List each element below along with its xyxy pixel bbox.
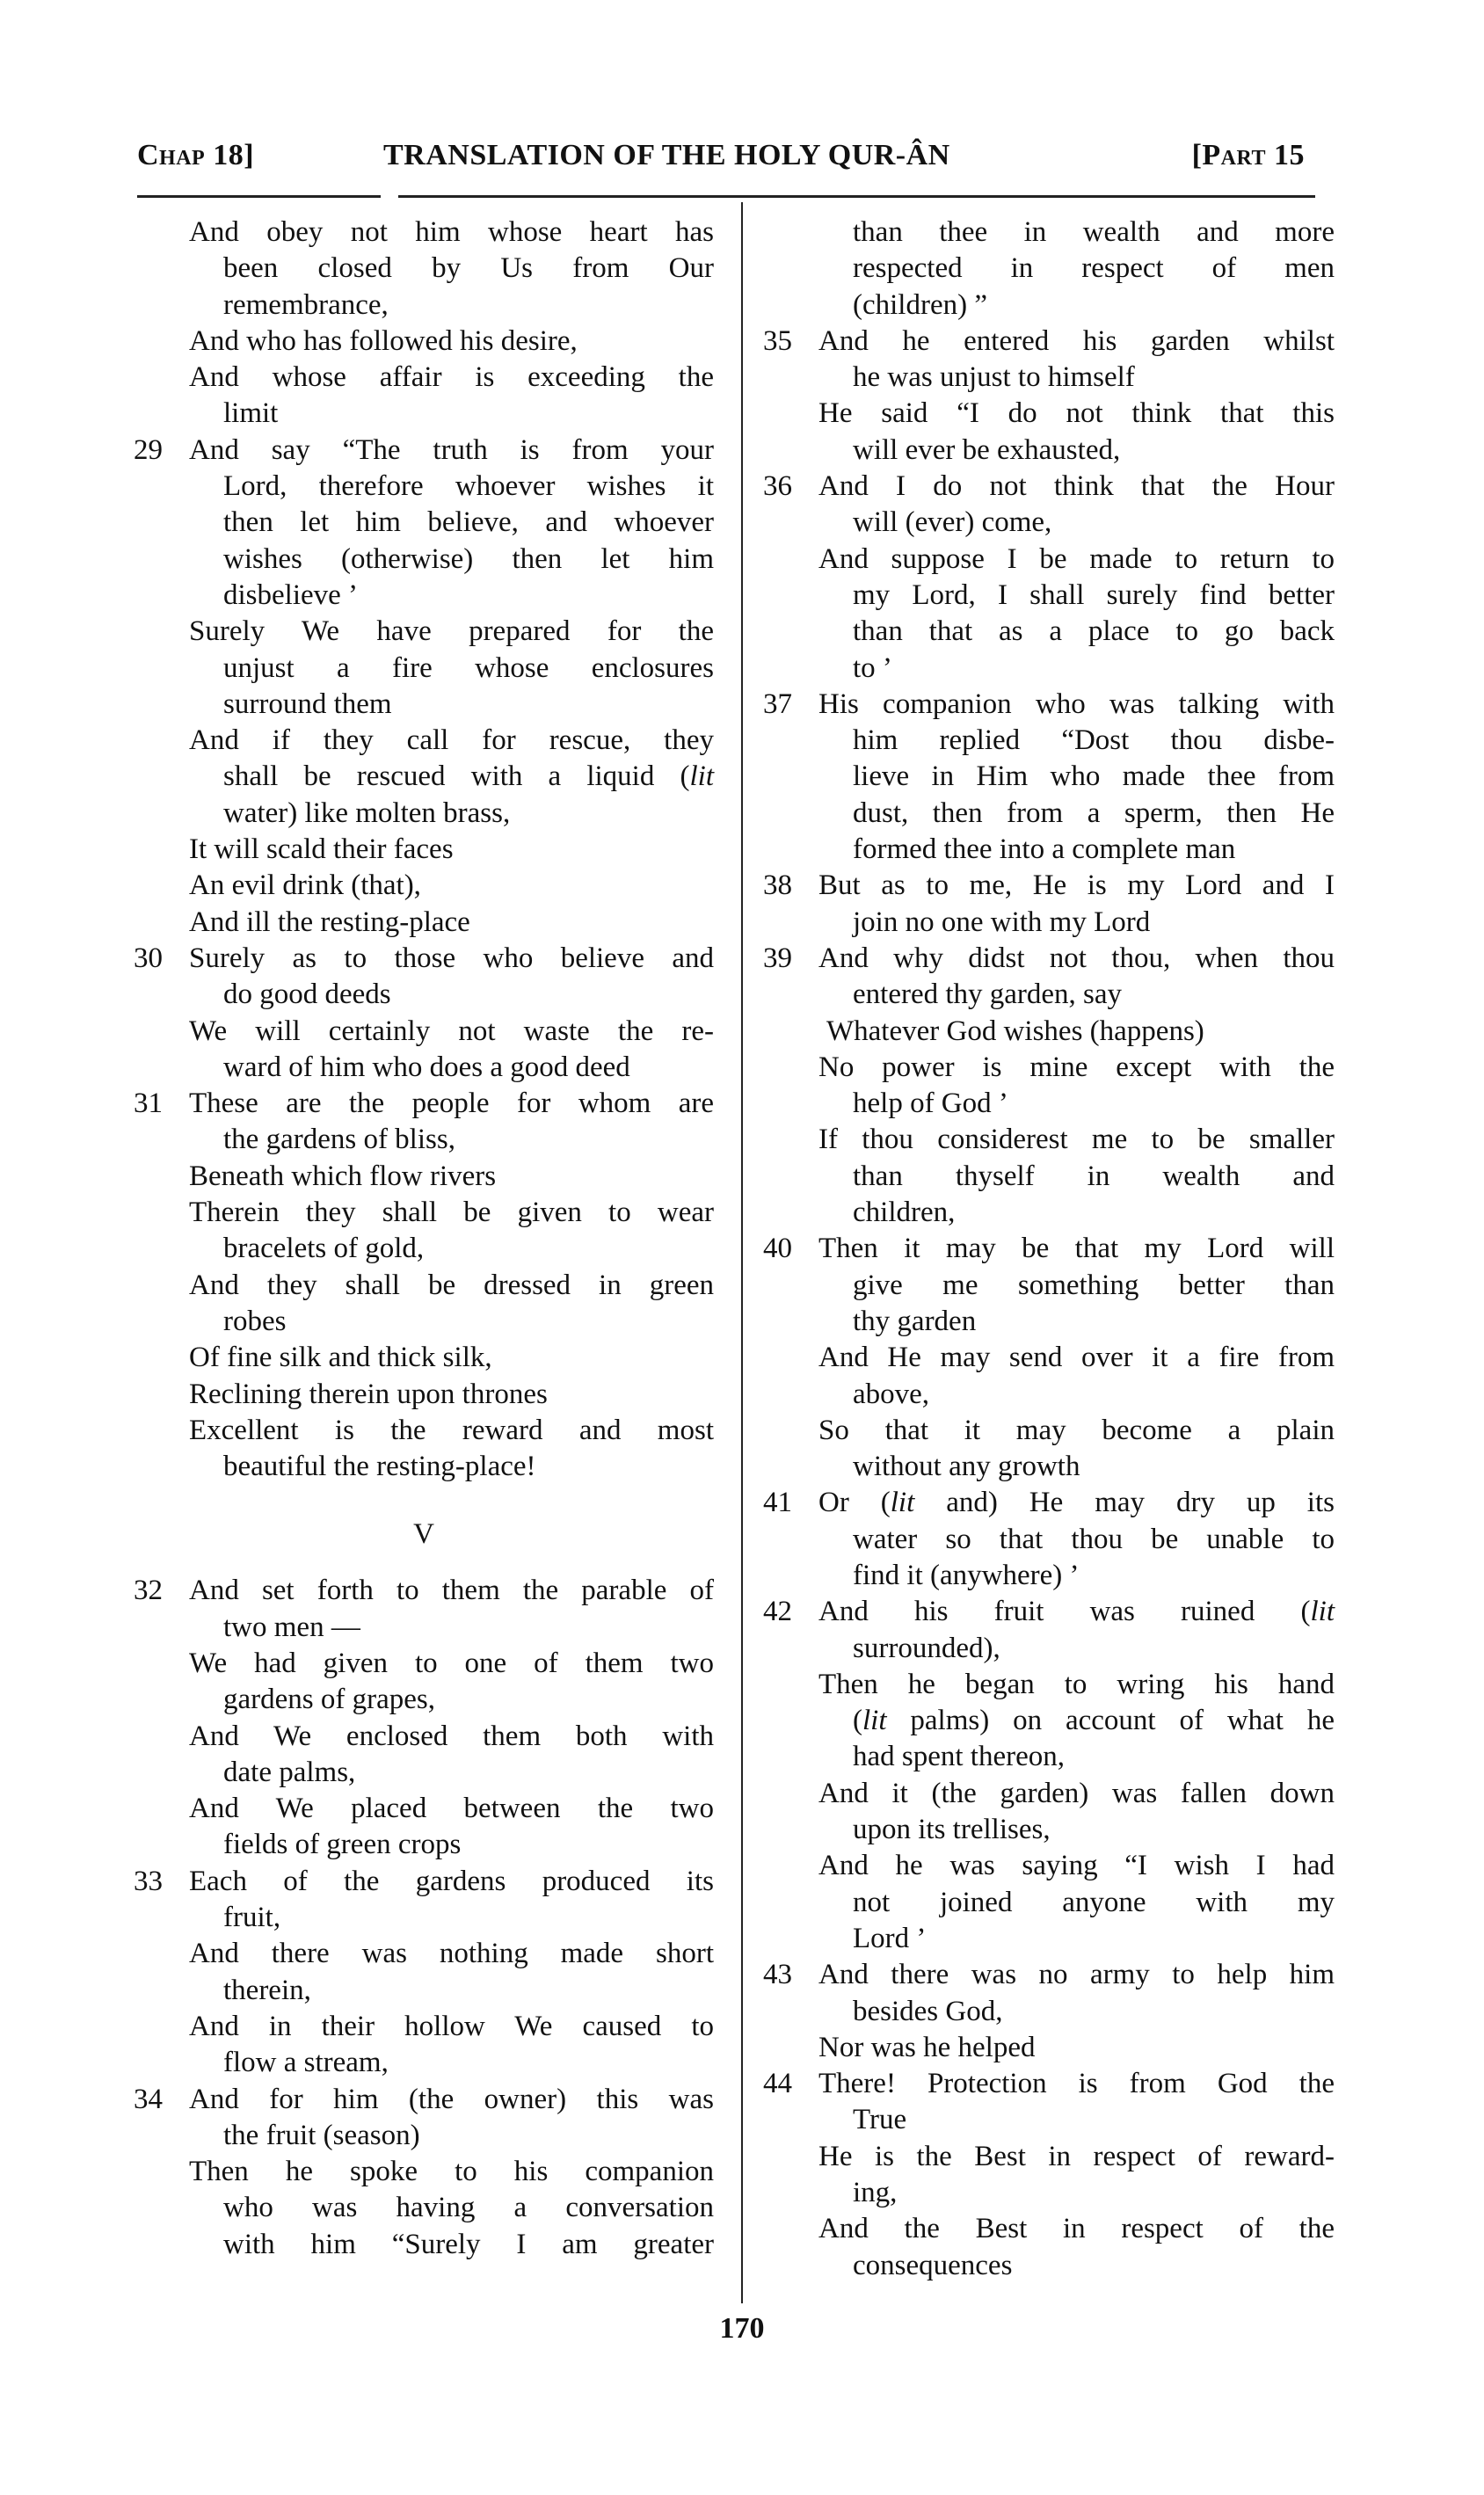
verse-text: limit bbox=[223, 397, 279, 430]
lit-abbreviation: lit bbox=[890, 1487, 915, 1519]
verse-text: besides God, bbox=[853, 1995, 1003, 2027]
text-line bbox=[134, 1195, 714, 1231]
verse-number: 34 bbox=[134, 2083, 163, 2115]
text-line bbox=[134, 1755, 714, 1791]
verse-text: Surely We have prepared for the bbox=[189, 615, 714, 648]
text-line bbox=[763, 1631, 1335, 1667]
text-line bbox=[763, 215, 1335, 251]
text-line bbox=[763, 1050, 1335, 1086]
text-line bbox=[134, 2227, 714, 2263]
verse-text: thy garden bbox=[853, 1305, 977, 1337]
text-line bbox=[763, 796, 1335, 832]
verse-text: wishes (otherwise) then let him bbox=[223, 542, 714, 575]
verse-text: will ever be exhausted, bbox=[853, 433, 1121, 466]
verse-text: disbelieve ’ bbox=[223, 578, 359, 611]
text-line bbox=[134, 1122, 714, 1158]
text-line bbox=[763, 1994, 1335, 2030]
verse-text: date palms, bbox=[223, 1756, 356, 1788]
verse-text: And We enclosed them both with bbox=[189, 1720, 714, 1752]
section-mark bbox=[134, 1485, 714, 1573]
verse-text: him replied “Dost thou disbe- bbox=[853, 724, 1335, 757]
verse-text: And why didst not thou, when thou bbox=[818, 942, 1335, 974]
verse-text: lieve in Him who made thee from bbox=[853, 760, 1335, 793]
text-line bbox=[763, 1594, 1335, 1630]
text-line bbox=[763, 1812, 1335, 1848]
verse-text: than thee in wealth and more bbox=[853, 216, 1335, 248]
verse-text: help of God ’ bbox=[853, 1087, 1008, 1120]
verse-text: True bbox=[853, 2104, 907, 2136]
verse-text: dust, then from a sperm, then He bbox=[853, 797, 1335, 829]
verse-text: Then he began to wring his hand bbox=[818, 1668, 1335, 1700]
right-column bbox=[763, 215, 1335, 2284]
text-line bbox=[763, 1449, 1335, 1485]
text-line bbox=[134, 1827, 714, 1863]
text-line bbox=[134, 396, 714, 432]
text-line bbox=[134, 251, 714, 287]
verse-text: formed thee into a complete man bbox=[853, 833, 1236, 866]
verse-text: respected in respect of men bbox=[853, 252, 1335, 285]
verse-number: 36 bbox=[763, 470, 792, 503]
text-line bbox=[763, 2175, 1335, 2211]
verse-text: beautiful the resting-place! bbox=[223, 1451, 536, 1483]
verse-text: But as to me, He is my Lord and I bbox=[818, 869, 1335, 902]
verse-text: Whatever God wishes (happens) bbox=[826, 1015, 1204, 1047]
text-line bbox=[134, 1646, 714, 1682]
text-line bbox=[134, 1340, 714, 1376]
verse-text: If thou considerest me to be smaller bbox=[818, 1124, 1335, 1156]
text-line bbox=[134, 1900, 714, 1936]
verse-text: will (ever) come, bbox=[853, 506, 1052, 539]
verse-number: 39 bbox=[763, 942, 792, 974]
text-line bbox=[134, 1086, 714, 1122]
verse-text: And He may send over it a fire from bbox=[818, 1342, 1335, 1374]
text-line bbox=[763, 433, 1335, 469]
verse-text: Or (lit and) He may dry up its bbox=[818, 1487, 1335, 1519]
text-line bbox=[763, 2030, 1335, 2066]
verse-text: water) like molten brass, bbox=[223, 797, 511, 829]
text-line bbox=[763, 687, 1335, 723]
verse-text: And ill the resting-place bbox=[189, 906, 470, 938]
verse-text: (children) ” bbox=[853, 288, 987, 321]
text-line bbox=[134, 1268, 714, 1304]
verse-text: ward of him who does a good deed bbox=[223, 1051, 630, 1083]
text-line bbox=[134, 723, 714, 759]
text-line bbox=[134, 578, 714, 614]
text-line bbox=[134, 1377, 714, 1413]
verse-text: shall be rescued with a liquid (lit bbox=[223, 760, 714, 793]
text-line bbox=[763, 905, 1335, 941]
text-line bbox=[134, 215, 714, 251]
verse-text: There! Protection is from God the bbox=[818, 2068, 1335, 2100]
column-divider bbox=[741, 202, 743, 2303]
verse-text: than that as a place to go back bbox=[853, 615, 1335, 648]
lit-abbreviation: lit bbox=[862, 1705, 887, 1737]
verse-number: 33 bbox=[134, 1865, 163, 1897]
verse-text: upon its trellises, bbox=[853, 1814, 1051, 1846]
text-line bbox=[763, 723, 1335, 759]
verse-text: These are the people for whom are bbox=[189, 1087, 714, 1120]
verse-text: Beneath which flow rivers bbox=[189, 1160, 497, 1192]
text-line bbox=[763, 759, 1335, 795]
text-line bbox=[134, 1050, 714, 1086]
verse-text: Then he spoke to his companion bbox=[189, 2156, 714, 2188]
text-line bbox=[134, 2190, 714, 2226]
verse-text: above, bbox=[853, 1378, 930, 1410]
verse-text: water so that thou be unable to bbox=[853, 1523, 1335, 1555]
verse-text: His companion who was talking with bbox=[818, 687, 1335, 720]
verse-text: Lord ’ bbox=[853, 1922, 927, 1954]
text-line bbox=[763, 1703, 1335, 1739]
text-line bbox=[763, 614, 1335, 650]
text-line bbox=[134, 1159, 714, 1195]
text-line bbox=[134, 759, 714, 795]
text-line bbox=[763, 251, 1335, 287]
text-line bbox=[763, 578, 1335, 614]
text-line bbox=[763, 1957, 1335, 1993]
text-line bbox=[134, 1973, 714, 2009]
text-line bbox=[763, 1340, 1335, 1376]
verse-text: And say “The truth is from your bbox=[189, 433, 714, 466]
text-line bbox=[134, 1864, 714, 1900]
text-line bbox=[134, 1936, 714, 1972]
text-line bbox=[134, 614, 714, 650]
running-header bbox=[137, 139, 1315, 183]
text-line bbox=[763, 1921, 1335, 1957]
text-line bbox=[763, 1268, 1335, 1304]
verse-text: It will scald their faces bbox=[189, 833, 454, 866]
verse-text: been closed by Us from Our bbox=[223, 252, 714, 285]
text-line bbox=[134, 1449, 714, 1485]
text-line bbox=[763, 2248, 1335, 2284]
verse-text: Of fine silk and thick silk, bbox=[189, 1342, 492, 1374]
text-line bbox=[763, 1522, 1335, 1558]
verse-text: Surely as to those who believe and bbox=[189, 942, 714, 974]
text-line bbox=[763, 505, 1335, 541]
text-line bbox=[763, 977, 1335, 1013]
verse-text: without any growth bbox=[853, 1451, 1080, 1483]
text-line bbox=[763, 2211, 1335, 2247]
verse-text: Each of the gardens produced its bbox=[189, 1865, 714, 1897]
verse-number: 32 bbox=[134, 1575, 163, 1607]
text-line bbox=[134, 2154, 714, 2190]
text-line bbox=[134, 324, 714, 360]
verse-text: had spent thereon, bbox=[853, 1741, 1066, 1773]
verse-text: And he was saying “I wish I had bbox=[818, 1850, 1335, 1882]
text-line bbox=[134, 1791, 714, 1827]
text-line bbox=[134, 868, 714, 904]
verse-text: And there was nothing made short bbox=[189, 1938, 714, 1970]
verse-text: We had given to one of them two bbox=[189, 1647, 714, 1679]
verse-text: do good deeds bbox=[223, 978, 391, 1011]
verse-text: And for him (the owner) this was bbox=[189, 2083, 714, 2115]
verse-text: Then it may be that my Lord will bbox=[818, 1233, 1335, 1265]
verse-number: 37 bbox=[763, 687, 792, 720]
verse-text: entered thy garden, say bbox=[853, 978, 1123, 1011]
text-line bbox=[763, 1304, 1335, 1340]
text-line bbox=[134, 505, 714, 541]
text-line bbox=[763, 1231, 1335, 1267]
text-line bbox=[763, 1885, 1335, 1921]
verse-text: Lord, therefore whoever wishes it bbox=[223, 470, 714, 503]
text-line bbox=[763, 469, 1335, 505]
verse-text: join no one with my Lord bbox=[853, 906, 1151, 938]
text-line bbox=[763, 2066, 1335, 2102]
verse-text: And suppose I be made to return to bbox=[818, 542, 1335, 575]
text-line bbox=[134, 469, 714, 505]
text-line bbox=[134, 2045, 714, 2081]
text-line bbox=[134, 941, 714, 977]
text-line bbox=[763, 1159, 1335, 1195]
verse-number: 38 bbox=[763, 869, 792, 902]
verse-text: And whose affair is exceeding the bbox=[189, 361, 714, 394]
verse-text: And We placed between the two bbox=[189, 1793, 714, 1825]
verse-number: 41 bbox=[763, 1487, 792, 1519]
verse-text: unjust a fire whose enclosures bbox=[223, 651, 714, 684]
text-line bbox=[134, 1573, 714, 1609]
verse-text: with him “Surely I am greater bbox=[223, 2228, 714, 2260]
text-line bbox=[134, 1610, 714, 1646]
text-line bbox=[134, 1682, 714, 1718]
verse-text: And his fruit was ruined (lit bbox=[818, 1596, 1335, 1628]
verse-text: And they shall be dressed in green bbox=[189, 1269, 714, 1301]
text-line bbox=[763, 1485, 1335, 1521]
verse-text: So that it may become a plain bbox=[818, 1414, 1335, 1446]
text-line bbox=[134, 360, 714, 396]
verse-text: gardens of grapes, bbox=[223, 1684, 435, 1716]
part-label: [Part 15 bbox=[1191, 139, 1305, 171]
header-rule bbox=[137, 195, 1315, 198]
text-line bbox=[134, 905, 714, 941]
text-line bbox=[763, 2139, 1335, 2175]
text-line bbox=[134, 2118, 714, 2154]
verse-text: And in their hollow We caused to bbox=[189, 2010, 714, 2042]
book-title: TRANSLATION OF THE HOLY QUR-ÂN bbox=[383, 139, 950, 171]
text-line bbox=[134, 1413, 714, 1449]
text-line bbox=[134, 2082, 714, 2118]
verse-text: give me something better than bbox=[853, 1269, 1335, 1301]
text-line bbox=[763, 360, 1335, 396]
verse-text: An evil drink (that), bbox=[189, 869, 421, 902]
text-line bbox=[763, 868, 1335, 904]
text-line bbox=[763, 324, 1335, 360]
verse-text: the gardens of bliss, bbox=[223, 1124, 455, 1156]
verse-text: And who has followed his desire, bbox=[189, 324, 578, 357]
verse-text: (lit palms) on account of what he bbox=[853, 1705, 1335, 1737]
verse-text: Excellent is the reward and most bbox=[189, 1414, 714, 1446]
verse-text: he was unjust to himself bbox=[853, 361, 1135, 394]
verse-text: He said “I do not think that this bbox=[818, 397, 1335, 430]
verse-text: And there was no army to help him bbox=[818, 1959, 1335, 1991]
verse-text: And obey not him whose heart has bbox=[189, 216, 714, 248]
verse-text: V bbox=[413, 1518, 434, 1551]
verse-text: robes bbox=[223, 1305, 287, 1337]
verse-number: 40 bbox=[763, 1233, 792, 1265]
verse-text: children, bbox=[853, 1197, 956, 1229]
text-line bbox=[763, 1776, 1335, 1812]
text-line bbox=[763, 1122, 1335, 1158]
chapter-label: Chap 18] bbox=[137, 139, 255, 171]
text-line bbox=[763, 287, 1335, 324]
text-line bbox=[134, 796, 714, 832]
verse-text: the fruit (season) bbox=[223, 2119, 420, 2151]
verse-text: Therein they shall be given to wear bbox=[189, 1197, 714, 1229]
text-line bbox=[763, 1195, 1335, 1231]
verse-text: Nor was he helped bbox=[818, 2031, 1036, 2063]
text-line bbox=[134, 287, 714, 324]
text-line bbox=[763, 1086, 1335, 1122]
verse-text: consequences bbox=[853, 2249, 1013, 2281]
verse-number: 42 bbox=[763, 1596, 792, 1628]
verse-number: 31 bbox=[134, 1087, 163, 1120]
verse-number: 30 bbox=[134, 942, 163, 974]
text-line bbox=[763, 2102, 1335, 2138]
verse-text: No power is mine except with the bbox=[818, 1051, 1335, 1083]
verse-number: 43 bbox=[763, 1959, 792, 1991]
verse-text: And it (the garden) was fallen down bbox=[818, 1777, 1335, 1809]
text-line bbox=[134, 1014, 714, 1050]
text-line bbox=[134, 433, 714, 469]
verse-text: And the Best in respect of the bbox=[818, 2213, 1335, 2245]
page-number: 170 bbox=[719, 2312, 765, 2345]
verse-text: He is the Best in respect of reward- bbox=[818, 2140, 1335, 2172]
verse-text: Reclining therein upon thrones bbox=[189, 1378, 548, 1410]
text-line bbox=[134, 1231, 714, 1267]
text-line bbox=[763, 1413, 1335, 1449]
lit-abbreviation: lit bbox=[689, 760, 714, 793]
verse-text: remembrance, bbox=[223, 288, 389, 321]
lit-abbreviation: lit bbox=[1310, 1596, 1335, 1628]
text-line bbox=[763, 542, 1335, 578]
text-line bbox=[134, 832, 714, 868]
left-column bbox=[134, 215, 714, 2263]
text-line bbox=[763, 1667, 1335, 1703]
verse-text: bracelets of gold, bbox=[223, 1233, 425, 1265]
verse-text: therein, bbox=[223, 1974, 311, 2006]
verse-text: then let him believe, and whoever bbox=[223, 506, 714, 539]
verse-text: And he entered his garden whilst bbox=[818, 324, 1335, 357]
verse-text: than thyself in wealth and bbox=[853, 1160, 1335, 1192]
verse-text: surrounded), bbox=[853, 1632, 1000, 1664]
verse-number: 35 bbox=[763, 324, 792, 357]
verse-text: two men — bbox=[223, 1611, 360, 1643]
text-line bbox=[763, 1739, 1335, 1775]
text-line bbox=[134, 1304, 714, 1340]
text-line bbox=[763, 1848, 1335, 1884]
text-line bbox=[763, 651, 1335, 687]
verse-text: And if they call for rescue, they bbox=[189, 724, 714, 757]
text-line bbox=[134, 651, 714, 687]
verse-text: flow a stream, bbox=[223, 2047, 389, 2079]
verse-text: And I do not think that the Hour bbox=[818, 470, 1335, 503]
verse-text: ing, bbox=[853, 2177, 898, 2209]
text-line bbox=[763, 1014, 1335, 1050]
verse-text: surround them bbox=[223, 687, 392, 720]
text-line bbox=[134, 2009, 714, 2045]
verse-text: And set forth to them the parable of bbox=[189, 1575, 714, 1607]
text-line bbox=[763, 832, 1335, 868]
verse-text: who was having a conversation bbox=[223, 2192, 714, 2224]
text-line bbox=[134, 687, 714, 723]
verse-number: 44 bbox=[763, 2068, 792, 2100]
text-line bbox=[763, 1558, 1335, 1594]
verse-number: 29 bbox=[134, 433, 163, 466]
text-line bbox=[134, 542, 714, 578]
verse-text: find it (anywhere) ’ bbox=[853, 1559, 1080, 1591]
text-line bbox=[763, 396, 1335, 432]
text-line bbox=[763, 1377, 1335, 1413]
verse-text: We will certainly not waste the re- bbox=[189, 1015, 714, 1047]
text-line bbox=[134, 1719, 714, 1755]
verse-text: fruit, bbox=[223, 1902, 281, 1934]
text-line bbox=[763, 941, 1335, 977]
verse-text: my Lord, I shall surely find better bbox=[853, 578, 1335, 611]
verse-text: not joined anyone with my bbox=[853, 1886, 1335, 1918]
verse-text: fields of green crops bbox=[223, 1829, 462, 1861]
header-rule-gap bbox=[381, 193, 398, 200]
text-line bbox=[134, 977, 714, 1013]
verse-text: to ’ bbox=[853, 651, 892, 684]
